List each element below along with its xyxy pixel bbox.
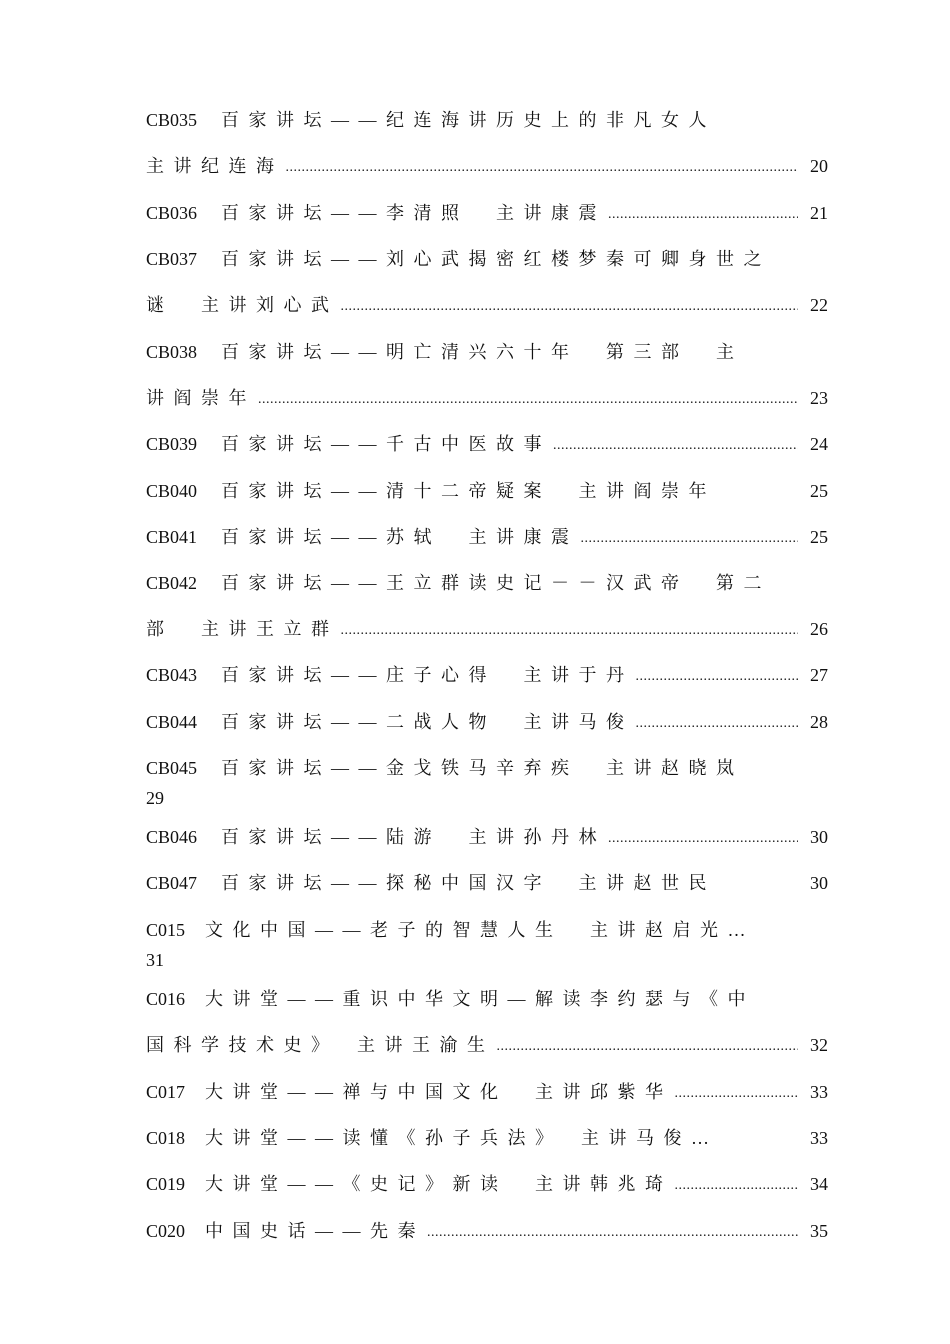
entry-code: CB040	[146, 481, 198, 501]
entry-title: 百家讲坛——苏轼 主讲康震	[221, 527, 579, 547]
dot-leader	[497, 1039, 799, 1055]
entry-title-cont: 讲阎崇年	[146, 388, 256, 408]
toc-entry-continuation	[146, 152, 828, 176]
entry-code: CB043	[146, 665, 198, 685]
entry-code: CB041	[146, 527, 198, 547]
page-number: 30	[810, 827, 828, 847]
page-number: 20	[810, 156, 828, 176]
dot-leader	[286, 160, 799, 176]
toc-entry-line	[146, 1217, 828, 1241]
toc-entry-continuation	[146, 950, 828, 974]
entry-title: 百家讲坛——二战人物 主讲马俊	[221, 712, 634, 732]
page-number: 35	[810, 1221, 828, 1241]
dot-leader	[636, 669, 798, 685]
entry-title: 大讲堂——《史记》新读 主讲韩兆琦	[205, 1174, 673, 1194]
entry-title: 百家讲坛——庄子心得 主讲于丹	[221, 665, 634, 685]
entry-title: 大讲堂——禅与中国文化 主讲邱紫华	[205, 1082, 673, 1102]
entry-title: 百家讲坛——王立群读史记－－汉武帝 第二	[221, 573, 772, 593]
entry-code: CB044	[146, 712, 198, 732]
toc-entry-line	[146, 869, 828, 893]
dot-leader	[636, 716, 798, 732]
dot-leader	[675, 1086, 798, 1102]
entry-title-cont: 谜 主讲刘心武	[146, 295, 339, 315]
page-number: 34	[810, 1174, 828, 1194]
toc-entry-continuation	[146, 1031, 828, 1055]
page-number: 30	[810, 873, 828, 893]
page-number: 22	[810, 295, 828, 315]
dot-leader	[258, 392, 798, 408]
toc-entry-line	[146, 1124, 828, 1148]
entry-title: 百家讲坛——探秘中国汉字 主讲赵世民	[221, 873, 717, 893]
entry-title: 百家讲坛——明亡清兴六十年 第三部 主	[221, 342, 744, 362]
entry-title: 百家讲坛——陆游 主讲孙丹林	[221, 827, 607, 847]
page-number: 23	[810, 388, 828, 408]
page-number: 29	[146, 788, 164, 808]
page-number: 28	[810, 712, 828, 732]
page-number: 31	[146, 950, 164, 970]
toc-entry-line	[146, 245, 828, 269]
page-number: 32	[810, 1035, 828, 1055]
toc-entry-continuation	[146, 788, 828, 812]
toc-entry-line	[146, 661, 828, 685]
entry-code: CB046	[146, 827, 198, 847]
toc-entry-line	[146, 985, 828, 1009]
dot-leader	[341, 299, 799, 315]
page-number: 33	[810, 1128, 828, 1148]
toc-entry-line	[146, 199, 828, 223]
entry-title: 中国史话——先秦	[205, 1221, 426, 1241]
dot-leader	[581, 531, 798, 547]
entry-code: CB045	[146, 758, 198, 778]
entry-code: C020	[146, 1221, 186, 1241]
toc-entry-line	[146, 430, 828, 454]
entry-code: CB047	[146, 873, 198, 893]
toc-entry-continuation	[146, 384, 828, 408]
entry-code: CB042	[146, 573, 198, 593]
entry-title: 大讲堂——读懂《孙子兵法》 主讲马俊…	[205, 1128, 719, 1148]
toc-entry-line	[146, 823, 828, 847]
toc-entry-line	[146, 916, 828, 940]
entry-title: 百家讲坛——清十二帝疑案 主讲阎崇年	[221, 481, 717, 501]
page-number: 21	[810, 203, 828, 223]
toc-entry-line	[146, 1078, 828, 1102]
dot-leader	[553, 438, 798, 454]
entry-title-cont: 国科学技术史》 主讲王渝生	[146, 1035, 495, 1055]
entry-code: C016	[146, 989, 186, 1009]
entry-code: CB037	[146, 249, 198, 269]
entry-title: 百家讲坛——刘心武揭密红楼梦秦可卿身世之	[221, 249, 772, 269]
page-number: 25	[810, 481, 828, 501]
page-number: 27	[810, 665, 828, 685]
dot-leader	[608, 831, 798, 847]
toc-entry-line	[146, 477, 828, 501]
toc-entry-line	[146, 338, 828, 362]
dot-leader	[427, 1225, 798, 1241]
toc-entry-line	[146, 569, 828, 593]
entry-title: 文化中国——老子的智慧人生 主讲赵启光…	[205, 920, 756, 940]
entry-code: C018	[146, 1128, 186, 1148]
entry-title-cont: 部 主讲王立群	[146, 619, 339, 639]
dot-leader	[608, 207, 798, 223]
dot-leader	[341, 623, 799, 639]
entry-title: 大讲堂——重识中华文明—解读李约瑟与《中	[205, 989, 756, 1009]
entry-code: C019	[146, 1174, 186, 1194]
page-number: 33	[810, 1082, 828, 1102]
toc-entry-line	[146, 708, 828, 732]
entry-title: 百家讲坛——金戈铁马辛弃疾 主讲赵晓岚	[221, 758, 744, 778]
page-number: 24	[810, 434, 828, 454]
entry-code: CB039	[146, 434, 198, 454]
entry-title: 百家讲坛——纪连海讲历史上的非凡女人	[221, 110, 717, 130]
page-number: 25	[810, 527, 828, 547]
toc-entry-line	[146, 1170, 828, 1194]
entry-title-cont: 主讲纪连海	[146, 156, 284, 176]
entry-title: 百家讲坛——千古中医故事	[221, 434, 552, 454]
toc-entry-line	[146, 106, 828, 130]
page-number: 26	[810, 619, 828, 639]
entry-code: CB038	[146, 342, 198, 362]
toc-entry-continuation	[146, 615, 828, 639]
toc-entry-line	[146, 523, 828, 547]
entry-code: C017	[146, 1082, 186, 1102]
toc-entry-line	[146, 754, 828, 778]
entry-code: CB035	[146, 110, 198, 130]
dot-leader	[675, 1178, 798, 1194]
toc-entry-continuation	[146, 291, 828, 315]
entry-code: C015	[146, 920, 186, 940]
entry-code: CB036	[146, 203, 198, 223]
entry-title: 百家讲坛——李清照 主讲康震	[221, 203, 607, 223]
